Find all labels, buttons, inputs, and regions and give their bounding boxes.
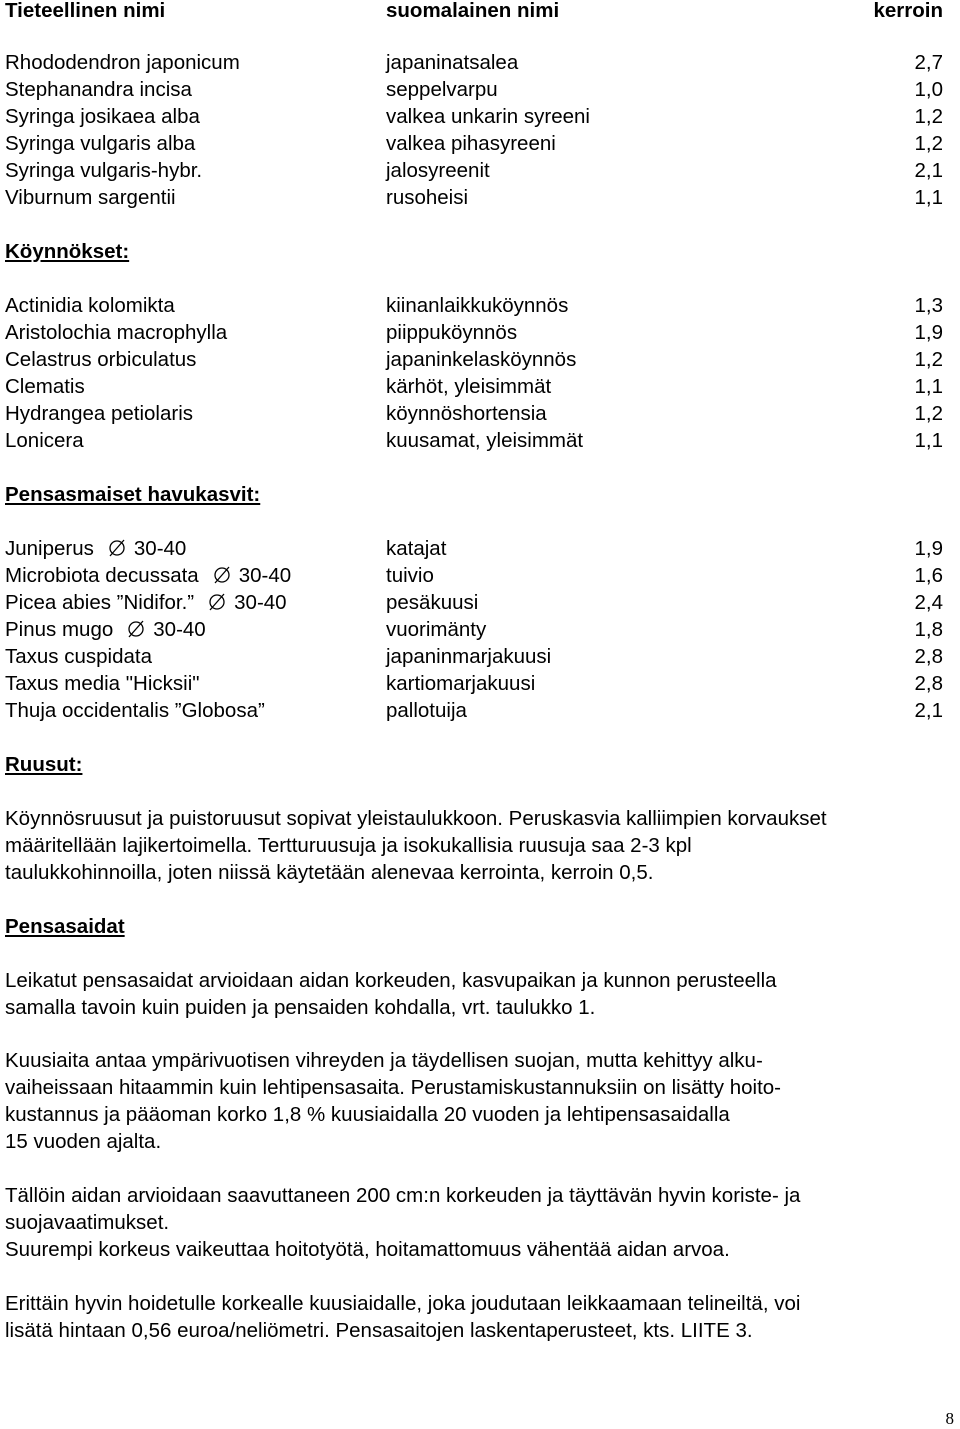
scientific-name: Syringa vulgaris-hybr.: [5, 159, 203, 182]
text-line: taulukkohinnoilla, joten niissä käytetään alenevaa kerrointa, kerroin 0,5.: [5, 861, 654, 884]
roses-paragraph: [5, 805, 950, 886]
hedges-paragraph-2: [5, 1047, 950, 1155]
diameter-icon: [108, 539, 126, 557]
finnish-name: katajat: [386, 537, 447, 560]
coefficient: 2,1: [914, 159, 943, 182]
size-range: 30-40: [234, 591, 287, 614]
table-row: [5, 292, 943, 319]
table-row: [5, 535, 943, 562]
size-range: 30-40: [238, 564, 292, 587]
finnish-name: kärhöt, yleisimmät: [386, 375, 552, 398]
table-row: [5, 184, 943, 211]
scientific-name: Hydrangea petiolaris: [5, 402, 194, 425]
finnish-name: tuivio: [386, 564, 434, 587]
roses-heading: Ruusut:: [5, 753, 83, 776]
coefficient: 2,1: [914, 699, 943, 722]
text-line: Köynnösruusut ja puistoruusut sopivat yleistaulukkoon. Peruskasvia kalliimpien korvaukset: [5, 807, 827, 830]
coefficient: 1,9: [914, 321, 943, 344]
coefficient: 1,1: [914, 429, 943, 452]
scientific-name: Aristolochia macrophylla: [5, 321, 228, 344]
finnish-name: kartiomarjakuusi: [386, 672, 536, 695]
coefficient: 1,2: [914, 105, 943, 128]
table-row: [5, 346, 943, 373]
scientific-name: Celastrus orbiculatus: [5, 348, 197, 371]
hedges-paragraph-4: [5, 1290, 950, 1344]
finnish-name: köynnöshortensia: [386, 402, 547, 425]
coefficient: 2,7: [914, 51, 943, 74]
text-line: Kuusiaita antaa ympärivuotisen vihreyden ja täydellisen suojan, mutta kehittyy alku-: [5, 1049, 763, 1072]
text-line: vaiheissaan hitaammin kuin lehtipensasaita. Perustamiskustannuksiin on lisätty hoito-: [5, 1076, 781, 1099]
coefficient: 2,8: [914, 672, 943, 695]
table-row: [5, 643, 943, 670]
coefficient: 1,0: [914, 78, 943, 101]
text-line: Tällöin aidan arvioidaan saavuttaneen 200 cm:n korkeuden ja täyttävän hyvin koriste- ja: [5, 1184, 801, 1207]
table-row: [5, 373, 943, 400]
species-name: Picea abies ”Nidifor.”: [5, 591, 195, 614]
table-row: [5, 616, 943, 643]
coefficient: 1,2: [914, 402, 943, 425]
table-row: [5, 76, 943, 103]
species-name: Juniperus: [5, 537, 94, 560]
finnish-name: kiinanlaikkuköynnös: [386, 294, 569, 317]
climbers-heading: Köynnökset:: [5, 240, 130, 263]
coefficient: 1,3: [914, 294, 943, 317]
diameter-icon: [213, 566, 231, 584]
finnish-name: pesäkuusi: [386, 591, 479, 614]
coefficient: 2,4: [914, 591, 943, 614]
coefficient: 1,2: [914, 132, 943, 155]
finnish-name: vuorimänty: [386, 618, 487, 641]
size-range: 30-40: [133, 537, 187, 560]
finnish-name: piippuköynnös: [386, 321, 518, 344]
size-range: 30-40: [153, 618, 206, 641]
table-row: [5, 130, 943, 157]
text-line: lisätä hintaan 0,56 euroa/neliömetri. Pensasaitojen laskentaperusteet, kts. LIITE 3.: [5, 1319, 753, 1342]
scientific-name: Viburnum sargentii: [5, 186, 176, 209]
finnish-name: rusoheisi: [386, 186, 469, 209]
scientific-name: Stephanandra incisa: [5, 78, 192, 101]
finnish-name: japaninmarjakuusi: [386, 645, 552, 668]
coefficient: 1,8: [914, 618, 943, 641]
scientific-name: [5, 589, 287, 616]
finnish-name: japaninkelasköynnös: [386, 348, 577, 371]
finnish-name: seppelvarpu: [386, 78, 498, 101]
table-row: [5, 427, 943, 454]
table-row: [5, 49, 943, 76]
species-name: Pinus mugo: [5, 618, 114, 641]
scientific-name: Clematis: [5, 375, 85, 398]
table-row: [5, 103, 943, 130]
text-line: Erittäin hyvin hoidetulle korkealle kuusiaidalle, joka joudutaan leikkaamaan telineiltä, voi: [5, 1292, 801, 1315]
text-line: kustannus ja pääoman korko 1,8 % kuusiaidalla 20 vuoden ja lehtipensasaidalla: [5, 1103, 730, 1126]
finnish-name: jalosyreenit: [386, 159, 490, 182]
coefficient: 1,6: [914, 564, 943, 587]
text-line: suojavaatimukset.: [5, 1211, 170, 1234]
coefficient: 1,1: [914, 186, 943, 209]
finnish-name: pallotuija: [386, 699, 467, 722]
scientific-name: [5, 535, 186, 562]
header-finnish-name: suomalainen nimi: [386, 0, 560, 22]
table-row: [5, 562, 943, 589]
finnish-name: japaninatsalea: [386, 51, 519, 74]
table-header: [5, 0, 943, 24]
text-line: Leikatut pensasaidat arvioidaan aidan korkeuden, kasvupaikan ja kunnon perusteella: [5, 969, 777, 992]
conifers-heading: Pensasmaiset havukasvit:: [5, 483, 261, 506]
hedges-heading: Pensasaidat: [5, 915, 125, 938]
coefficient: 2,8: [914, 645, 943, 668]
scientific-name: Actinidia kolomikta: [5, 294, 175, 317]
scientific-name: Syringa vulgaris alba: [5, 132, 196, 155]
text-line: samalla tavoin kuin puiden ja pensaiden kohdalla, vrt. taulukko 1.: [5, 996, 596, 1019]
scientific-name: Lonicera: [5, 429, 84, 452]
header-scientific-name: Tieteellinen nimi: [5, 0, 166, 22]
table-row: [5, 400, 943, 427]
hedges-paragraph-3: [5, 1182, 950, 1263]
page-number: 8: [945, 1409, 954, 1428]
text-line: Suurempi korkeus vaikeuttaa hoitotyötä, hoitamattomuus vähentää aidan arvoa.: [5, 1238, 730, 1261]
table-row: [5, 319, 943, 346]
header-coefficient: kerroin: [873, 0, 943, 22]
species-name: Microbiota decussata: [5, 564, 199, 587]
table-row: [5, 697, 943, 724]
table-row: [5, 589, 943, 616]
scientific-name: Taxus cuspidata: [5, 645, 153, 668]
coefficient: 1,1: [914, 375, 943, 398]
scientific-name: Thuja occidentalis ”Globosa”: [5, 699, 265, 722]
scientific-name: [5, 562, 291, 589]
finnish-name: valkea unkarin syreeni: [386, 105, 590, 128]
diameter-icon: [208, 593, 226, 611]
scientific-name: Rhododendron japonicum: [5, 51, 240, 74]
coefficient: 1,9: [914, 537, 943, 560]
hedges-paragraph-1: [5, 967, 950, 1021]
coefficient: 1,2: [914, 348, 943, 371]
text-line: 15 vuoden ajalta.: [5, 1130, 162, 1153]
table-row: [5, 157, 943, 184]
scientific-name: Syringa josikaea alba: [5, 105, 200, 128]
finnish-name: kuusamat, yleisimmät: [386, 429, 584, 452]
scientific-name: [5, 616, 206, 643]
diameter-icon: [127, 620, 145, 638]
scientific-name: Taxus media "Hicksii": [5, 672, 200, 695]
text-line: määritellään lajikertoimella. Tertturuusuja ja isokukallisia ruusuja saa 2-3 kpl: [5, 834, 692, 857]
finnish-name: valkea pihasyreeni: [386, 132, 556, 155]
table-row: [5, 670, 943, 697]
